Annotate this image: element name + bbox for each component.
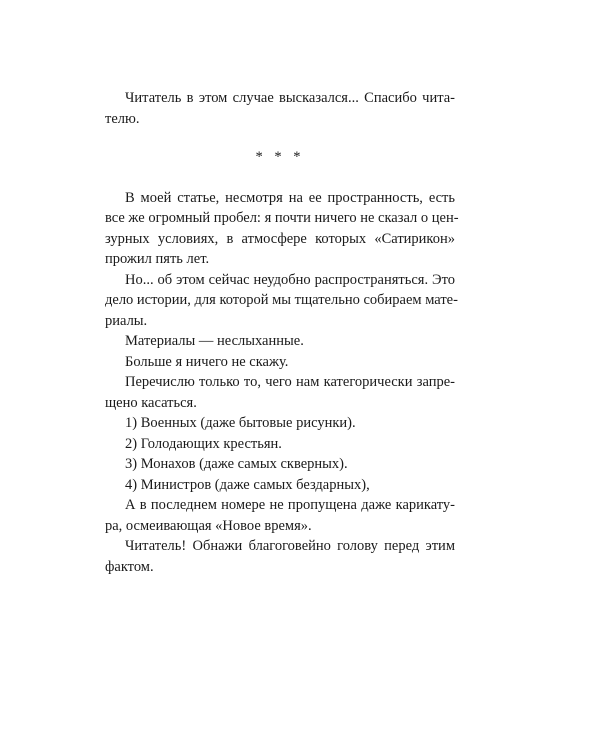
text-line: фактом. xyxy=(105,558,154,575)
section-separator: * * * xyxy=(255,149,305,165)
page-body xyxy=(105,88,459,577)
text-line: все же огромный пробел: я почти ничего не сказал о цен- xyxy=(105,210,459,226)
paragraph-censorship xyxy=(105,188,459,270)
forbidden-list xyxy=(105,413,455,495)
list-item: 4) Министров (даже самых бездарных), xyxy=(125,476,370,493)
text-line: дело истории, для которой мы тщательно собираем мате- xyxy=(105,292,458,308)
text-line: Читатель! Обнажи благоговейно голову перед этим xyxy=(125,538,455,554)
text-line: прожил пять лет. xyxy=(105,251,210,267)
paragraph-caricature xyxy=(105,495,455,536)
paragraph-reader-appeal xyxy=(105,536,455,577)
text-line: Читатель в этом случае высказался... Спасибо чита- xyxy=(125,90,455,106)
text-line: зурных условиях, в атмосфере которых «Сатирикон» xyxy=(105,230,455,247)
text-line: ра, осмеивающая «Новое время». xyxy=(105,517,312,534)
text-line: А в последнем номере не пропущена даже карикату- xyxy=(125,497,455,513)
list-item: 3) Монахов (даже самых скверных). xyxy=(125,456,348,472)
text-line: телю. xyxy=(105,110,140,127)
text-line: щено касаться. xyxy=(105,394,197,411)
paragraph-reader-thanks xyxy=(105,88,455,129)
text-line: Перечислю только то, чего нам категорически запре- xyxy=(125,374,455,390)
text-line: Но... об этом сейчас неудобно распространяться. Это xyxy=(125,271,455,288)
text-line: Больше я ничего не скажу. xyxy=(125,353,289,370)
paragraph-materials xyxy=(105,331,455,352)
paragraph-history xyxy=(105,270,458,332)
text-line: риалы. xyxy=(105,312,148,329)
text-line: Материалы — неслыханные. xyxy=(125,333,304,349)
paragraph-forbidden-intro xyxy=(105,372,455,413)
text-line: В моей статье, несмотря на ее пространность, есть xyxy=(125,189,455,206)
list-item: 2) Голодающих крестьян. xyxy=(125,435,282,452)
list-item: 1) Военных (даже бытовые рисунки). xyxy=(125,415,356,431)
paragraph-no-more xyxy=(105,352,455,373)
